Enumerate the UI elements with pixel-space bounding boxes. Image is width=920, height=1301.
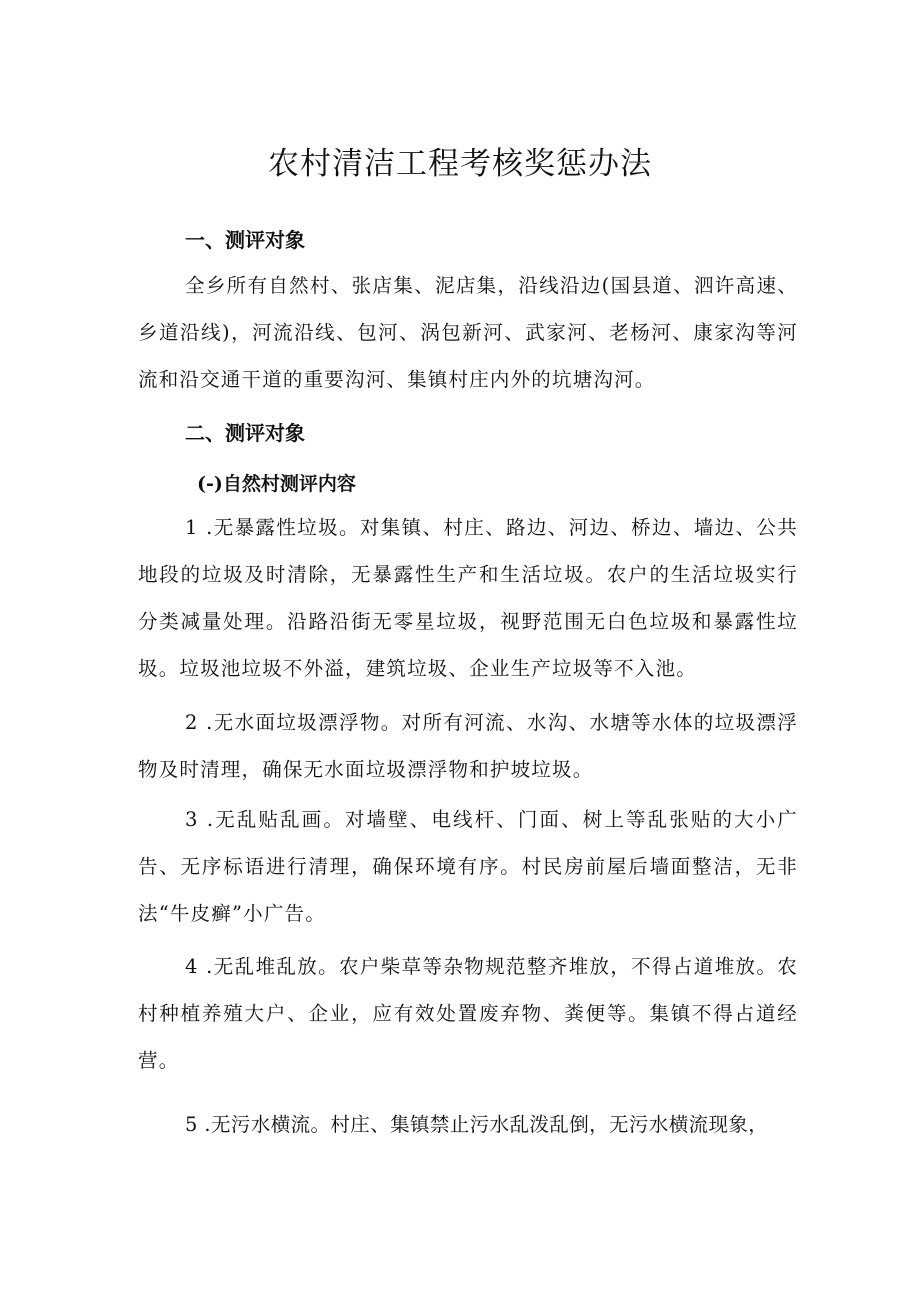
item-2-paragraph: 2 .无水面垃圾漂浮物。对所有河流、水沟、水塘等水体的垃圾漂浮物及时清理，确保无水面垃圾漂浮物和护坡垃圾。 — [138, 711, 798, 781]
item-4-paragraph: 4 .无乱堆乱放。农户柴草等杂物规范整齐堆放，不得占道堆放。农村种植养殖大户、企业，应有效处置废弃物、粪便等。集镇不得占道经营。 — [138, 955, 798, 1072]
item-3-paragraph: 3 .无乱贴乱画。对墙壁、电线杆、门面、树上等乱张贴的大小广告、无序标语进行清理，确保环境有序。村民房前屋后墙面整洁，无非法“牛皮癣”小广告。 — [138, 808, 798, 925]
section-1-paragraph: 全乡所有自然村、张店集、泥店集，沿线沿边(国县道、泗许高速、乡道沿线)，河流沿线、包河、涡包新河、武家河、老杨河、康家沟等河流和沿交通干道的重要沟河、集镇村庄内外的坑塘沟河。 — [138, 274, 798, 391]
section-2-heading: 二、测评对象 — [185, 421, 305, 445]
section-1-heading: 一、测评对象 — [185, 228, 305, 252]
document-title: 农村清洁工程考核奖惩办法 — [268, 146, 652, 182]
item-1-paragraph: 1 .无暴露性垃圾。对集镇、村庄、路边、河边、桥边、墙边、公共地段的垃圾及时清除，无暴露性生产和生活垃圾。农户的生活垃圾实行分类减量处理。沿路沿街无零星垃圾，视野范围无白色垃圾和暴露性垃圾。垃圾池垃圾不外溢，建筑垃圾、企业生产垃圾等不入池。 — [138, 516, 798, 680]
section-2-subheading: (-)自然村测评内容 — [197, 473, 356, 495]
item-5-paragraph: 5 .无污水横流。村庄、集镇禁止污水乱泼乱倒，无污水横流现象， — [185, 1113, 769, 1136]
